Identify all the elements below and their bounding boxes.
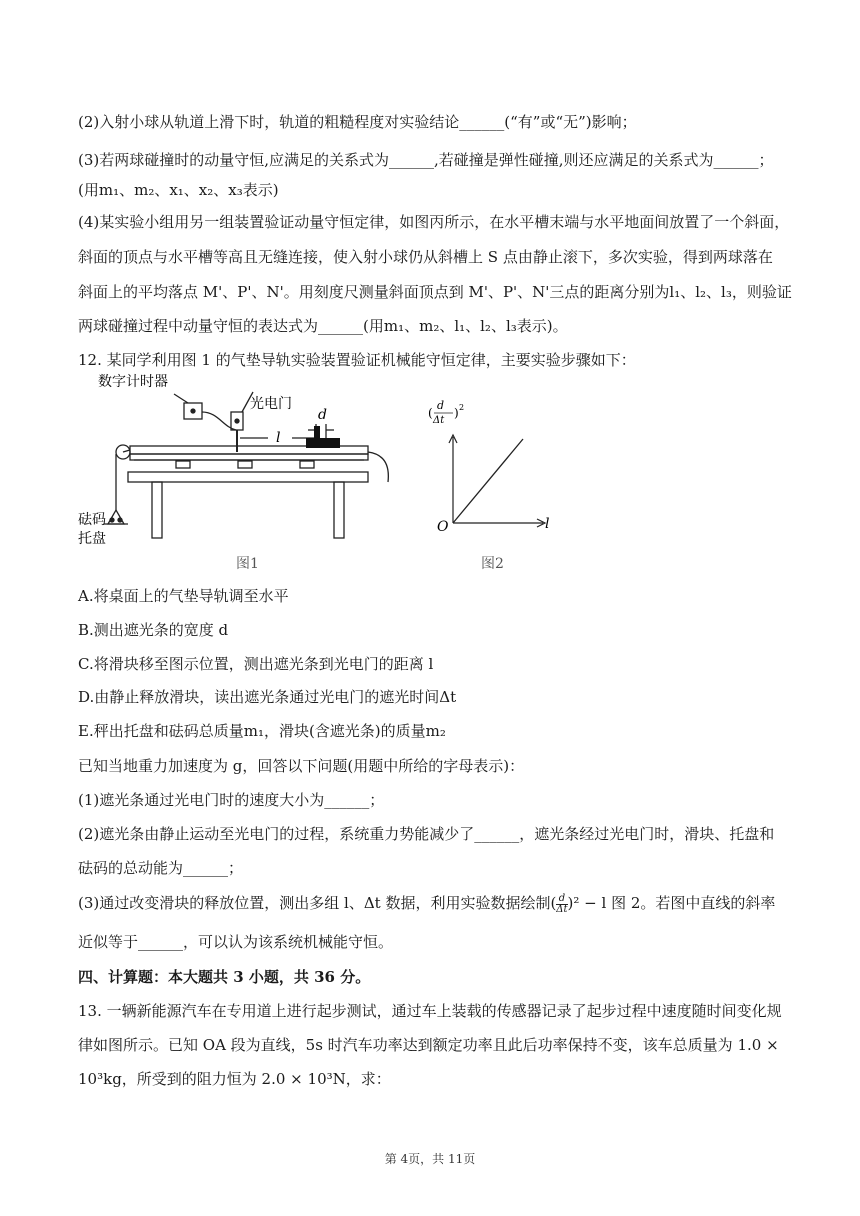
q12-answer-2-line1: (2)遮光条由静止运动至光电门的过程，系统重力势能减少了______，遮光条经过光电门时，滑块、托盘和 [78,825,775,843]
q11-part4-line3: 斜面上的平均落点 M'、P'、N'。用刻度尺测量斜面顶点到 M'、P'、N'三点的距离分别为l₁、l₂、l₃，则验证 [78,283,792,301]
q13-line1: 13. 一辆新能源汽车在专用道上进行起步测试，通过车上装载的传感器记录了起步过程中速度随时间变化规 [78,1002,782,1020]
q12-given: 已知当地重力加速度为 g，回答以下问题(用题中所给的字母表示)： [78,757,525,775]
graph-xlabel: l [545,516,550,532]
figure-2-caption: 图2 [481,556,504,572]
photogate-label: 光电门 [250,396,292,412]
fraction-d-over-dt: $\frac{d}{\Delta t}$ [556,892,568,915]
q12-intro: 12. 某同学利用图 1 的气垫导轨实验装置验证机械能守恒定律，主要实验步骤如下： [78,351,636,369]
graph-ylabel-num: d [437,399,445,412]
graph-line [453,439,523,523]
figure-2-graph [425,395,565,573]
figure-1-air-track [78,372,408,572]
q12-answer-3-line1: (3)通过改变滑块的释放位置，测出多组 l、Δt 数据，利用实验数据绘制( $\frac{d}{\Delta t}$ )² − l 图 2。若图中直线的斜率 [78,892,776,915]
q12-answer-1: (1)遮光条通过光电门时的速度大小为______； [78,791,385,809]
section-heading: 四、计算题：本大题共 3 小题，共 36 分。 [78,968,371,986]
q13-line3: 10³kg，所受到的阻力恒为 2.0 × 10³N，求： [78,1070,391,1088]
figure-1-caption: 图1 [236,556,259,572]
distance-l-label: l [276,430,281,446]
step-a: A.将桌面上的气垫导轨调至水平 [78,587,289,605]
step-c: C.将滑块移至图示位置，测出遮光条到光电门的距离 l [78,655,434,673]
step-b: B.测出遮光条的宽度 d [78,621,229,639]
q12-answer-3-line2: 近似等于______，可以认为该系统机械能守恒。 [78,933,394,951]
width-d-label: d [318,407,327,423]
graph-origin: O [437,519,449,535]
page-footer: 第 4页，共 11页 [384,1152,476,1166]
timer-label: 数字计时器 [98,374,168,390]
q12-answer-2-line2: 砝码的总动能为______； [78,859,244,877]
q11-part2: (2)入射小球从轨道上滑下时，轨道的粗糙程度对实验结论______(“有”或“无”)影响； [78,113,637,131]
slider-block [306,438,340,448]
step-e: E.秤出托盘和砝码总质量m₁，滑块(含遮光条)的质量m₂ [78,722,446,740]
q11-part4-line1: (4)某实验小组用另一组装置验证动量守恒定律，如图丙所示，在水平槽末端与水平地面间放置了一个斜面， [78,213,790,231]
tray-label: 托盘 [78,531,106,547]
graph-ylabel-den: Δt [433,415,445,426]
svg-text:): ) [454,406,459,420]
weights-label: 砝码 [78,512,106,528]
q11-part4-line4: 两球碰撞过程中动量守恒的表达式为______(用m₁、m₂、l₁、l₂、l₃表示)。 [78,317,568,335]
graph-ylabel-sup: 2 [459,403,465,412]
q11-part4-line2: 斜面的顶点与水平槽等高且无缝连接，使入射小球仍从斜槽上 S 点由静止滚下，多次实验，得到两球落在 [78,248,773,266]
q11-part3-line1: (3)若两球碰撞时的动量守恒,应满足的关系式为______,若碰撞是弹性碰撞,则还应满足的关系式为______； [78,151,774,169]
q11-part3-line2: (用m₁、m₂、x₁、x₂、x₃表示) [78,181,279,199]
step-d: D.由静止释放滑块，读出遮光条通过光电门的遮光时间Δt [78,688,457,706]
svg-text:(: ( [428,406,433,420]
q13-line2: 律如图所示。已知 OA 段为直线，5s 时汽车功率达到额定功率且此后功率保持不变，该车总质量为 1.0 × [78,1036,779,1054]
